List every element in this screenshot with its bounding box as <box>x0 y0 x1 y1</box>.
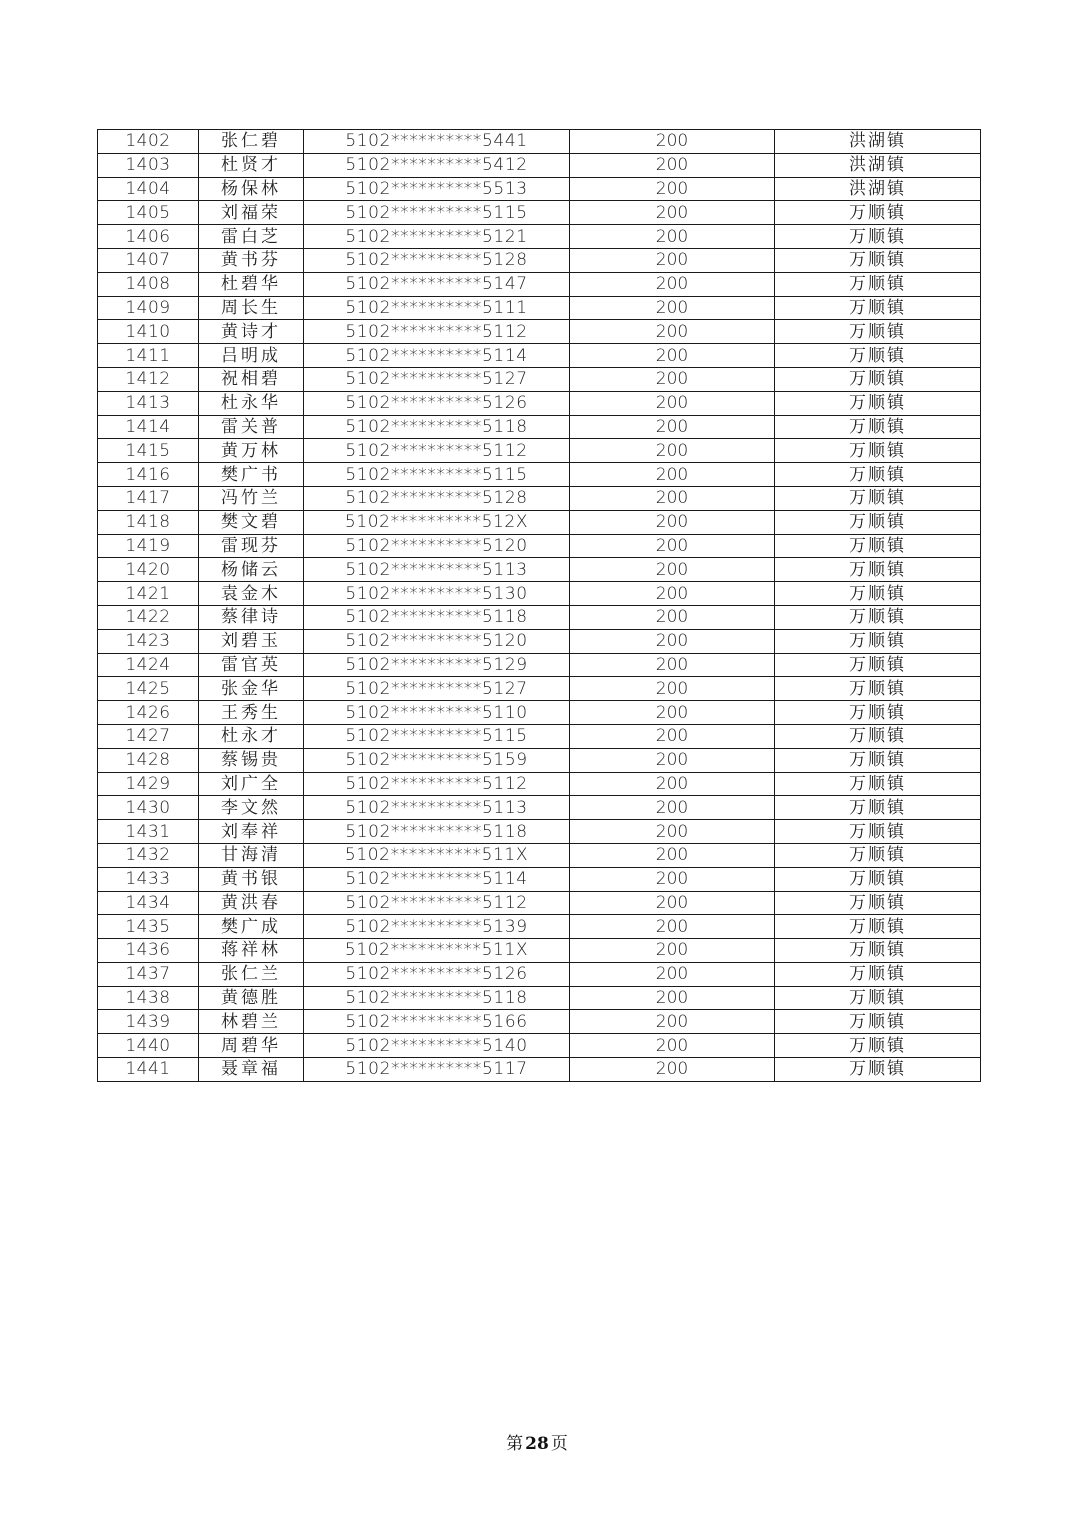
table-row <box>98 153 981 177</box>
name-cell: 刘福荣 <box>199 201 304 225</box>
table-row <box>98 296 981 320</box>
name-cell: 雷现芬 <box>199 534 304 558</box>
table-row <box>98 629 981 653</box>
amount-cell: 200 <box>570 796 775 820</box>
amount-cell: 200 <box>570 1058 775 1082</box>
table-row <box>98 796 981 820</box>
name-cell: 聂章福 <box>199 1058 304 1082</box>
id-number-cell: 5102**********5126 <box>304 391 570 415</box>
name-cell: 杜贤才 <box>199 153 304 177</box>
name-cell: 蔡律诗 <box>199 605 304 629</box>
id-number-cell: 5102**********5120 <box>304 629 570 653</box>
name-cell: 刘碧玉 <box>199 629 304 653</box>
id-number-cell: 5102**********5112 <box>304 439 570 463</box>
town-cell: 万顺镇 <box>775 320 981 344</box>
name-cell: 杨保林 <box>199 177 304 201</box>
id-number-cell: 5102**********5118 <box>304 605 570 629</box>
page-number-prefix: 第 <box>506 1434 524 1454</box>
town-cell: 万顺镇 <box>775 796 981 820</box>
name-cell: 祝相碧 <box>199 367 304 391</box>
town-cell: 万顺镇 <box>775 439 981 463</box>
serial-number-cell: 1403 <box>98 153 199 177</box>
town-cell: 万顺镇 <box>775 843 981 867</box>
amount-cell: 200 <box>570 367 775 391</box>
town-cell: 万顺镇 <box>775 1058 981 1082</box>
amount-cell: 200 <box>570 177 775 201</box>
id-number-cell: 5102**********5140 <box>304 1034 570 1058</box>
name-cell: 林碧兰 <box>199 1010 304 1034</box>
table-row <box>98 177 981 201</box>
id-number-cell: 5102**********5115 <box>304 201 570 225</box>
table-row <box>98 677 981 701</box>
amount-cell: 200 <box>570 629 775 653</box>
table-row <box>98 891 981 915</box>
name-cell: 周长生 <box>199 296 304 320</box>
amount-cell: 200 <box>570 582 775 606</box>
table-row <box>98 1010 981 1034</box>
serial-number-cell: 1438 <box>98 986 199 1010</box>
town-cell: 万顺镇 <box>775 962 981 986</box>
serial-number-cell: 1412 <box>98 367 199 391</box>
id-number-cell: 5102**********5115 <box>304 463 570 487</box>
town-cell: 万顺镇 <box>775 582 981 606</box>
serial-number-cell: 1421 <box>98 582 199 606</box>
serial-number-cell: 1416 <box>98 463 199 487</box>
name-cell: 王秀生 <box>199 701 304 725</box>
amount-cell: 200 <box>570 320 775 344</box>
town-cell: 万顺镇 <box>775 463 981 487</box>
amount-cell: 200 <box>570 153 775 177</box>
id-number-cell: 5102**********5166 <box>304 1010 570 1034</box>
amount-cell: 200 <box>570 296 775 320</box>
table-row <box>98 272 981 296</box>
amount-cell: 200 <box>570 843 775 867</box>
table-row <box>98 843 981 867</box>
serial-number-cell: 1432 <box>98 843 199 867</box>
serial-number-cell: 1440 <box>98 1034 199 1058</box>
table-row <box>98 320 981 344</box>
table-row <box>98 653 981 677</box>
id-number-cell: 5102**********5113 <box>304 796 570 820</box>
town-cell: 万顺镇 <box>775 701 981 725</box>
name-cell: 蔡锡贵 <box>199 748 304 772</box>
amount-cell: 200 <box>570 915 775 939</box>
name-cell: 蒋祥林 <box>199 939 304 963</box>
serial-number-cell: 1413 <box>98 391 199 415</box>
amount-cell: 200 <box>570 225 775 249</box>
amount-cell: 200 <box>570 391 775 415</box>
serial-number-cell: 1435 <box>98 915 199 939</box>
id-number-cell: 5102**********5513 <box>304 177 570 201</box>
name-cell: 樊广书 <box>199 463 304 487</box>
name-cell: 李文然 <box>199 796 304 820</box>
serial-number-cell: 1423 <box>98 629 199 653</box>
name-cell: 雷关普 <box>199 415 304 439</box>
id-number-cell: 5102**********5129 <box>304 653 570 677</box>
page-number: 28 <box>525 1434 549 1454</box>
id-number-cell: 5102**********512X <box>304 510 570 534</box>
table-row <box>98 1034 981 1058</box>
town-cell: 万顺镇 <box>775 510 981 534</box>
id-number-cell: 5102**********5120 <box>304 534 570 558</box>
town-cell: 万顺镇 <box>775 772 981 796</box>
serial-number-cell: 1408 <box>98 272 199 296</box>
town-cell: 万顺镇 <box>775 677 981 701</box>
table-row <box>98 724 981 748</box>
table-row <box>98 439 981 463</box>
town-cell: 万顺镇 <box>775 820 981 844</box>
table-row <box>98 605 981 629</box>
amount-cell: 200 <box>570 272 775 296</box>
id-number-cell: 5102**********511X <box>304 843 570 867</box>
serial-number-cell: 1431 <box>98 820 199 844</box>
amount-cell: 200 <box>570 724 775 748</box>
amount-cell: 200 <box>570 201 775 225</box>
serial-number-cell: 1430 <box>98 796 199 820</box>
town-cell: 万顺镇 <box>775 986 981 1010</box>
serial-number-cell: 1419 <box>98 534 199 558</box>
amount-cell: 200 <box>570 439 775 463</box>
town-cell: 万顺镇 <box>775 915 981 939</box>
table-row <box>98 939 981 963</box>
id-number-cell: 5102**********5114 <box>304 344 570 368</box>
id-number-cell: 5102**********5147 <box>304 272 570 296</box>
town-cell: 万顺镇 <box>775 558 981 582</box>
id-number-cell: 5102**********5118 <box>304 820 570 844</box>
serial-number-cell: 1411 <box>98 344 199 368</box>
table-row <box>98 391 981 415</box>
town-cell: 万顺镇 <box>775 867 981 891</box>
id-number-cell: 5102**********5128 <box>304 248 570 272</box>
serial-number-cell: 1420 <box>98 558 199 582</box>
table-row <box>98 248 981 272</box>
town-cell: 万顺镇 <box>775 225 981 249</box>
name-cell: 冯竹兰 <box>199 486 304 510</box>
name-cell: 刘广全 <box>199 772 304 796</box>
serial-number-cell: 1402 <box>98 130 199 154</box>
amount-cell: 200 <box>570 820 775 844</box>
table-row <box>98 463 981 487</box>
table-row <box>98 701 981 725</box>
id-number-cell: 5102**********5118 <box>304 415 570 439</box>
table-row <box>98 367 981 391</box>
table-row <box>98 748 981 772</box>
town-cell: 万顺镇 <box>775 391 981 415</box>
name-cell: 甘海清 <box>199 843 304 867</box>
id-number-cell: 5102**********5110 <box>304 701 570 725</box>
serial-number-cell: 1405 <box>98 201 199 225</box>
name-cell: 雷白芝 <box>199 225 304 249</box>
town-cell: 万顺镇 <box>775 201 981 225</box>
serial-number-cell: 1427 <box>98 724 199 748</box>
name-cell: 张仁碧 <box>199 130 304 154</box>
name-cell: 周碧华 <box>199 1034 304 1058</box>
page-number-suffix: 页 <box>550 1434 568 1454</box>
amount-cell: 200 <box>570 962 775 986</box>
table-row <box>98 915 981 939</box>
table-row <box>98 510 981 534</box>
town-cell: 万顺镇 <box>775 724 981 748</box>
id-number-cell: 5102**********5159 <box>304 748 570 772</box>
table-row <box>98 534 981 558</box>
amount-cell: 200 <box>570 701 775 725</box>
page-footer <box>0 1429 1074 1454</box>
name-cell: 黄诗才 <box>199 320 304 344</box>
town-cell: 万顺镇 <box>775 272 981 296</box>
serial-number-cell: 1406 <box>98 225 199 249</box>
name-cell: 黄书芬 <box>199 248 304 272</box>
id-number-cell: 5102**********5126 <box>304 962 570 986</box>
id-number-cell: 5102**********511X <box>304 939 570 963</box>
name-cell: 张金华 <box>199 677 304 701</box>
serial-number-cell: 1433 <box>98 867 199 891</box>
amount-cell: 200 <box>570 605 775 629</box>
serial-number-cell: 1415 <box>98 439 199 463</box>
id-number-cell: 5102**********5118 <box>304 986 570 1010</box>
serial-number-cell: 1404 <box>98 177 199 201</box>
id-number-cell: 5102**********5128 <box>304 486 570 510</box>
name-cell: 黄德胜 <box>199 986 304 1010</box>
amount-cell: 200 <box>570 867 775 891</box>
amount-cell: 200 <box>570 510 775 534</box>
amount-cell: 200 <box>570 344 775 368</box>
name-cell: 黄洪春 <box>199 891 304 915</box>
amount-cell: 200 <box>570 130 775 154</box>
id-number-cell: 5102**********5113 <box>304 558 570 582</box>
id-number-cell: 5102**********5114 <box>304 867 570 891</box>
amount-cell: 200 <box>570 677 775 701</box>
amount-cell: 200 <box>570 463 775 487</box>
name-cell: 樊文碧 <box>199 510 304 534</box>
table-row <box>98 867 981 891</box>
id-number-cell: 5102**********5112 <box>304 891 570 915</box>
amount-cell: 200 <box>570 248 775 272</box>
town-cell: 万顺镇 <box>775 748 981 772</box>
id-number-cell: 5102**********5121 <box>304 225 570 249</box>
town-cell: 万顺镇 <box>775 367 981 391</box>
name-cell: 杜永才 <box>199 724 304 748</box>
serial-number-cell: 1436 <box>98 939 199 963</box>
town-cell: 洪湖镇 <box>775 130 981 154</box>
serial-number-cell: 1422 <box>98 605 199 629</box>
table-row <box>98 986 981 1010</box>
amount-cell: 200 <box>570 1034 775 1058</box>
serial-number-cell: 1439 <box>98 1010 199 1034</box>
town-cell: 万顺镇 <box>775 296 981 320</box>
amount-cell: 200 <box>570 1010 775 1034</box>
serial-number-cell: 1425 <box>98 677 199 701</box>
roster-table-body <box>98 130 981 1082</box>
name-cell: 黄万林 <box>199 439 304 463</box>
amount-cell: 200 <box>570 486 775 510</box>
amount-cell: 200 <box>570 772 775 796</box>
amount-cell: 200 <box>570 939 775 963</box>
town-cell: 万顺镇 <box>775 534 981 558</box>
id-number-cell: 5102**********5117 <box>304 1058 570 1082</box>
name-cell: 樊广成 <box>199 915 304 939</box>
serial-number-cell: 1429 <box>98 772 199 796</box>
table-row <box>98 820 981 844</box>
town-cell: 万顺镇 <box>775 415 981 439</box>
id-number-cell: 5102**********5127 <box>304 367 570 391</box>
id-number-cell: 5102**********5115 <box>304 724 570 748</box>
amount-cell: 200 <box>570 534 775 558</box>
table-row <box>98 582 981 606</box>
town-cell: 万顺镇 <box>775 629 981 653</box>
name-cell: 黄书银 <box>199 867 304 891</box>
amount-cell: 200 <box>570 558 775 582</box>
id-number-cell: 5102**********5111 <box>304 296 570 320</box>
serial-number-cell: 1426 <box>98 701 199 725</box>
town-cell: 万顺镇 <box>775 891 981 915</box>
table-row <box>98 1058 981 1082</box>
id-number-cell: 5102**********5441 <box>304 130 570 154</box>
serial-number-cell: 1417 <box>98 486 199 510</box>
table-row <box>98 225 981 249</box>
table-row <box>98 486 981 510</box>
name-cell: 吕明成 <box>199 344 304 368</box>
serial-number-cell: 1409 <box>98 296 199 320</box>
serial-number-cell: 1410 <box>98 320 199 344</box>
table-row <box>98 415 981 439</box>
name-cell: 杜碧华 <box>199 272 304 296</box>
name-cell: 雷官英 <box>199 653 304 677</box>
town-cell: 万顺镇 <box>775 653 981 677</box>
serial-number-cell: 1437 <box>98 962 199 986</box>
amount-cell: 200 <box>570 653 775 677</box>
id-number-cell: 5102**********5412 <box>304 153 570 177</box>
id-number-cell: 5102**********5112 <box>304 772 570 796</box>
town-cell: 万顺镇 <box>775 486 981 510</box>
name-cell: 杨储云 <box>199 558 304 582</box>
table-row <box>98 201 981 225</box>
table-row <box>98 772 981 796</box>
town-cell: 万顺镇 <box>775 1034 981 1058</box>
table-row <box>98 962 981 986</box>
id-number-cell: 5102**********5139 <box>304 915 570 939</box>
table-row <box>98 130 981 154</box>
name-cell: 杜永华 <box>199 391 304 415</box>
serial-number-cell: 1424 <box>98 653 199 677</box>
serial-number-cell: 1414 <box>98 415 199 439</box>
town-cell: 万顺镇 <box>775 344 981 368</box>
amount-cell: 200 <box>570 415 775 439</box>
serial-number-cell: 1418 <box>98 510 199 534</box>
serial-number-cell: 1407 <box>98 248 199 272</box>
town-cell: 万顺镇 <box>775 248 981 272</box>
id-number-cell: 5102**********5130 <box>304 582 570 606</box>
table-row <box>98 558 981 582</box>
name-cell: 袁金木 <box>199 582 304 606</box>
town-cell: 万顺镇 <box>775 939 981 963</box>
town-cell: 洪湖镇 <box>775 177 981 201</box>
serial-number-cell: 1441 <box>98 1058 199 1082</box>
town-cell: 洪湖镇 <box>775 153 981 177</box>
id-number-cell: 5102**********5127 <box>304 677 570 701</box>
name-cell: 张仁兰 <box>199 962 304 986</box>
serial-number-cell: 1428 <box>98 748 199 772</box>
serial-number-cell: 1434 <box>98 891 199 915</box>
id-number-cell: 5102**********5112 <box>304 320 570 344</box>
town-cell: 万顺镇 <box>775 1010 981 1034</box>
amount-cell: 200 <box>570 891 775 915</box>
town-cell: 万顺镇 <box>775 605 981 629</box>
table-row <box>98 344 981 368</box>
amount-cell: 200 <box>570 986 775 1010</box>
amount-cell: 200 <box>570 748 775 772</box>
name-cell: 刘奉祥 <box>199 820 304 844</box>
roster-table <box>97 129 981 1082</box>
